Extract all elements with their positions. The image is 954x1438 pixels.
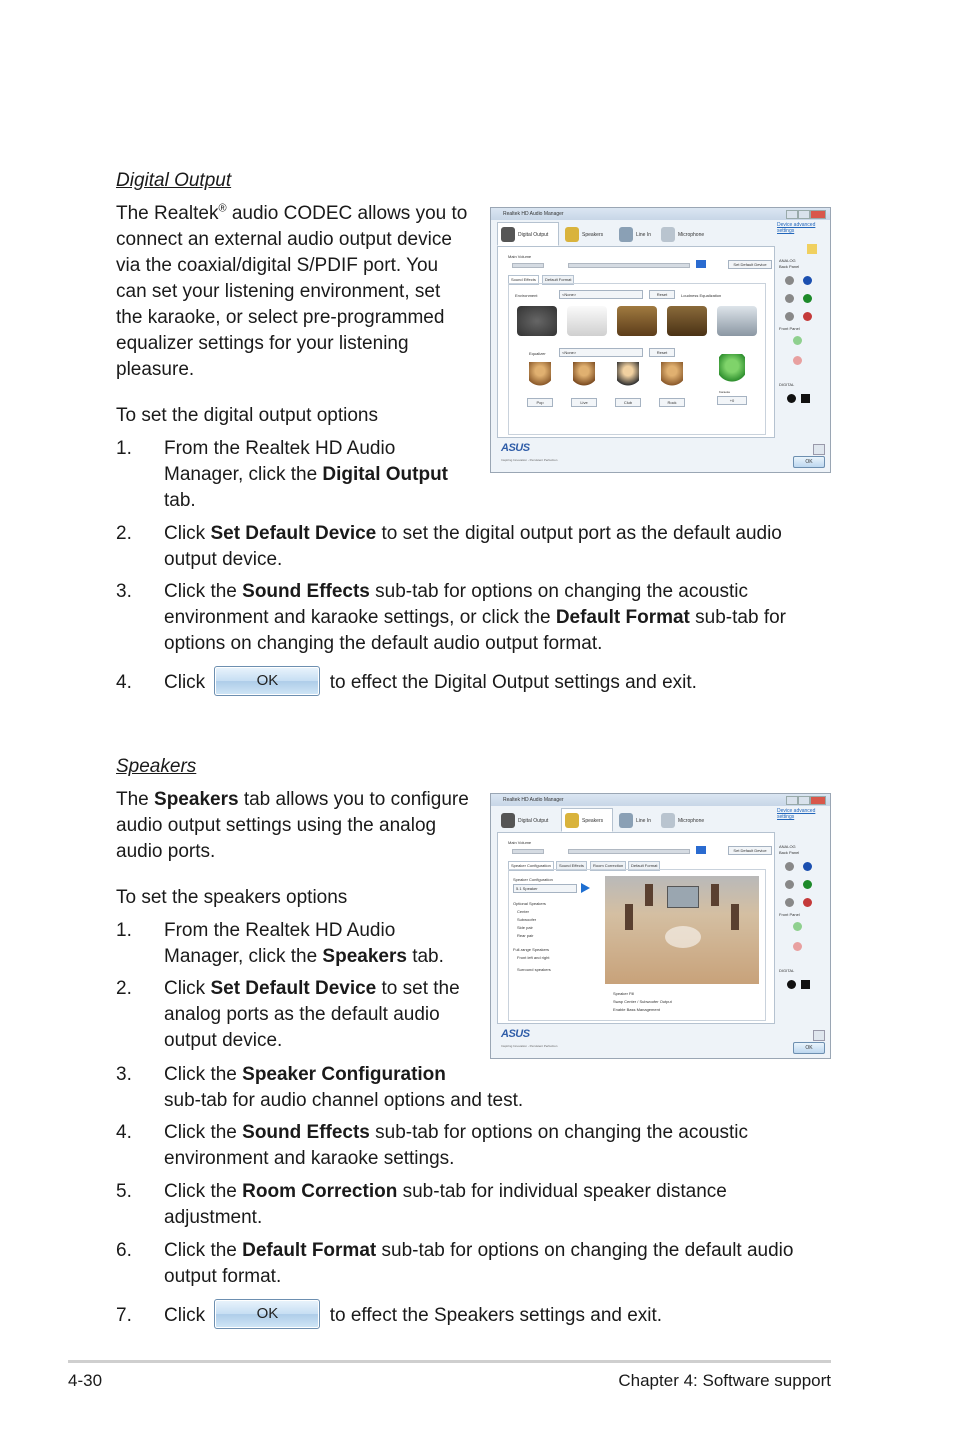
step-text: output device. bbox=[164, 1030, 283, 1051]
environment-opera-icon[interactable] bbox=[717, 306, 757, 336]
step-number: 6. bbox=[116, 1240, 132, 1261]
device-tabs bbox=[497, 222, 775, 246]
full-range-speakers-label: Full-range Speakers bbox=[513, 947, 550, 952]
step-text: From the Realtek HD Audio bbox=[164, 438, 396, 459]
center-checkbox[interactable]: Center bbox=[517, 909, 530, 914]
tab-line-in[interactable]: Line In bbox=[615, 808, 655, 832]
step-text: sub-tab for bbox=[689, 607, 786, 628]
step-text: analog ports as the default audio bbox=[164, 1004, 440, 1025]
step-number: 2. bbox=[116, 523, 132, 544]
tv-icon bbox=[667, 886, 699, 908]
step-text: Click the bbox=[164, 1122, 243, 1143]
mute-icon[interactable] bbox=[696, 846, 706, 854]
optional-speakers-label: Optional Speakers bbox=[513, 901, 546, 906]
digital-output-heading: Digital Output bbox=[116, 170, 232, 191]
jack-front-green-icon[interactable] bbox=[793, 922, 802, 931]
intro-line: audio ports. bbox=[116, 841, 216, 862]
balance-slider[interactable] bbox=[512, 263, 544, 268]
realtek-speakers-screenshot bbox=[490, 793, 831, 1059]
tab-microphone[interactable]: Microphone bbox=[657, 222, 709, 246]
step-text: Manager, click the bbox=[164, 464, 323, 485]
volume-slider[interactable] bbox=[568, 263, 690, 268]
set-default-device-button[interactable]: Set Default Device bbox=[728, 846, 772, 855]
jack-red-icon[interactable] bbox=[803, 312, 812, 321]
step-text: Click the bbox=[164, 1240, 243, 1261]
enable-bass-management-checkbox[interactable]: Enable Bass Management bbox=[613, 1007, 660, 1012]
speaker-configuration-area bbox=[508, 869, 766, 1021]
jack-grey-icon[interactable] bbox=[785, 312, 794, 321]
footer-rule bbox=[68, 1360, 831, 1363]
tab-line-in[interactable]: Line In bbox=[615, 222, 655, 246]
step-bold: Sound Effects bbox=[242, 581, 370, 602]
step-text: output format. bbox=[164, 1266, 282, 1287]
step-bold: Set Default Device bbox=[210, 523, 377, 544]
front-left-right-checkbox[interactable]: Front left and right bbox=[517, 955, 550, 960]
jack-front-green-icon[interactable] bbox=[793, 336, 802, 345]
rear-pair-checkbox[interactable]: Rear pair bbox=[517, 933, 534, 938]
club-figure-icon bbox=[617, 362, 639, 392]
step-text: environment and karaoke settings, or click the bbox=[164, 607, 556, 628]
digital-output-panel bbox=[497, 246, 775, 438]
step-bold: Default Format bbox=[555, 607, 690, 628]
step-bold: Speakers bbox=[322, 946, 407, 967]
close-icon[interactable] bbox=[810, 796, 826, 805]
step-text: tab. bbox=[164, 490, 196, 511]
step-text: to set the digital output port as the default audio bbox=[376, 523, 782, 544]
jack-green-icon[interactable] bbox=[803, 880, 812, 889]
eq-pop-button[interactable]: Pop bbox=[527, 398, 553, 407]
speakers-step-7 bbox=[116, 1301, 832, 1333]
speakers-heading: Speakers bbox=[116, 756, 197, 777]
subtab-sound-effects[interactable]: Sound Effects bbox=[556, 861, 587, 871]
digital-label: DIGITAL bbox=[779, 382, 795, 387]
speaker-icon bbox=[731, 904, 739, 930]
listener-spot-icon bbox=[665, 926, 701, 948]
intro-line: audio output settings using the analog bbox=[116, 815, 437, 836]
step-text: Click bbox=[164, 523, 211, 544]
jack-front-pink-icon[interactable] bbox=[793, 942, 802, 951]
step-bold: Set Default Device bbox=[210, 978, 377, 999]
live-figure-icon bbox=[573, 362, 595, 392]
window-title: Realtek HD Audio Manager bbox=[503, 211, 564, 217]
swap-center-subwoofer-checkbox[interactable]: Swap Center / Subwoofer Output bbox=[613, 999, 672, 1004]
window-ok-button[interactable]: OK bbox=[793, 1042, 825, 1054]
eq-club-button[interactable]: Club bbox=[615, 398, 641, 407]
speaker-fill-checkbox[interactable]: Speaker Fill bbox=[613, 991, 635, 996]
jack-front-pink-icon[interactable] bbox=[793, 356, 802, 365]
environment-stone-icon[interactable] bbox=[517, 306, 557, 336]
intro-line: can set your listening environment, set bbox=[116, 281, 441, 302]
front-panel-label: Front Panel bbox=[779, 326, 800, 331]
asus-tagline: Inspiring Innovation - Persistent Perfection bbox=[501, 458, 558, 462]
step-number: 4. bbox=[116, 1122, 132, 1143]
loudness-equalization-checkbox[interactable]: Loudness Equalization bbox=[681, 293, 722, 298]
step-text: to effect the Digital Output settings and exit. bbox=[329, 672, 697, 694]
analog-label: ANALOG bbox=[779, 258, 796, 263]
maximize-icon[interactable] bbox=[798, 796, 810, 805]
equalizer-label: Equalizer bbox=[529, 351, 546, 356]
speaker-icon bbox=[645, 884, 653, 906]
step-text: environment and karaoke settings. bbox=[164, 1148, 455, 1169]
optical-jack-icon[interactable] bbox=[801, 394, 810, 403]
minimize-icon[interactable] bbox=[786, 796, 798, 805]
main-volume-label: Main Volume bbox=[508, 840, 532, 845]
step-text: to set the bbox=[376, 978, 460, 999]
step-text: to effect the Speakers settings and exit. bbox=[329, 1305, 663, 1327]
window-titlebar bbox=[491, 794, 830, 806]
jack-grey-icon[interactable] bbox=[785, 880, 794, 889]
karaoke-value[interactable]: +0 bbox=[717, 396, 747, 405]
jack-red-icon[interactable] bbox=[803, 898, 812, 907]
environment-arena-icon[interactable] bbox=[667, 306, 707, 336]
intro-line: connect an external audio output device bbox=[116, 229, 452, 250]
environment-room-icon[interactable] bbox=[617, 306, 657, 336]
realtek-digital-output-screenshot bbox=[490, 207, 831, 473]
window-ok-button[interactable]: OK bbox=[793, 456, 825, 468]
equalizer-reset-button[interactable]: Reset bbox=[649, 348, 675, 357]
jack-green-icon[interactable] bbox=[803, 294, 812, 303]
step-text: sub-tab for audio channel options and test. bbox=[164, 1090, 524, 1111]
back-panel-label: Back Panel bbox=[779, 850, 800, 855]
analog-label: ANALOG bbox=[779, 844, 796, 849]
intro-line: via the coaxial/digital S/PDIF port. You bbox=[116, 255, 439, 276]
intro-line: pleasure. bbox=[116, 359, 195, 380]
step-number: 3. bbox=[116, 1064, 132, 1085]
digital-howto: To set the digital output options bbox=[116, 405, 378, 426]
karaoke-icon bbox=[719, 354, 745, 388]
jack-panel bbox=[777, 808, 827, 1028]
step-number: 2. bbox=[116, 978, 132, 999]
step-bold: Speaker Configuration bbox=[242, 1064, 446, 1085]
main-volume-label: Main Volume bbox=[508, 254, 532, 259]
side-pair-checkbox[interactable]: Side pair bbox=[517, 925, 533, 930]
maximize-icon[interactable] bbox=[798, 210, 810, 219]
play-test-icon[interactable] bbox=[581, 883, 590, 893]
window-titlebar bbox=[491, 208, 830, 220]
step-text: Click the bbox=[164, 581, 243, 602]
tab-digital-output[interactable]: Digital Output bbox=[497, 222, 559, 246]
close-icon[interactable] bbox=[810, 210, 826, 219]
pop-figure-icon bbox=[529, 362, 551, 392]
step-text: sub-tab for options on changing the acoustic bbox=[369, 1122, 749, 1143]
asus-tagline: Inspiring Innovation - Persistent Perfection bbox=[501, 1044, 558, 1048]
speaker-configuration-label: Speaker Configuration bbox=[513, 877, 553, 882]
subtab-default-format[interactable]: Default Format bbox=[628, 861, 660, 871]
step-number: 5. bbox=[116, 1181, 132, 1202]
jack-grey-icon[interactable] bbox=[785, 294, 794, 303]
tab-digital-output[interactable]: Digital Output bbox=[497, 808, 559, 832]
equalizer-select[interactable]: <None> bbox=[559, 348, 643, 357]
ok-button[interactable]: OK bbox=[214, 666, 320, 696]
device-advanced-settings-link[interactable]: Device advanced settings bbox=[777, 222, 816, 234]
chapter-title: Chapter 4: Software support bbox=[618, 1371, 831, 1390]
environment-label: Environment bbox=[515, 293, 538, 298]
info-icon[interactable] bbox=[813, 444, 825, 455]
coaxial-jack-icon[interactable] bbox=[787, 980, 796, 989]
speaker-icon bbox=[711, 884, 719, 906]
environment-bathroom-icon[interactable] bbox=[567, 306, 607, 336]
step-bold: Sound Effects bbox=[242, 1122, 370, 1143]
jack-grey-icon[interactable] bbox=[785, 276, 794, 285]
step-text: sub-tab for individual speaker distance bbox=[397, 1181, 727, 1202]
step-number: 4. bbox=[116, 672, 132, 693]
digital-output-intro bbox=[116, 201, 486, 383]
step-text: sub-tab for options on changing the acoustic bbox=[369, 581, 749, 602]
device-tabs bbox=[497, 808, 775, 832]
step-text: Manager, click the bbox=[164, 946, 323, 967]
optical-jack-icon[interactable] bbox=[801, 980, 810, 989]
subtab-sound-effects[interactable]: Sound Effects bbox=[508, 275, 539, 285]
step-text: Click bbox=[164, 672, 206, 694]
speakers-panel bbox=[497, 832, 775, 1024]
minimize-icon[interactable] bbox=[786, 210, 798, 219]
intro-text: The bbox=[116, 789, 155, 810]
step-text: Click the bbox=[164, 1064, 243, 1085]
rock-figure-icon bbox=[661, 362, 683, 392]
front-panel-label: Front Panel bbox=[779, 912, 800, 917]
environment-reset-button[interactable]: Reset bbox=[649, 290, 675, 299]
step-bold: Digital Output bbox=[322, 464, 449, 485]
step-number: 3. bbox=[116, 581, 132, 602]
set-default-device-button[interactable]: Set Default Device bbox=[728, 260, 772, 269]
intro-text: audio CODEC allows you to bbox=[226, 203, 468, 224]
device-advanced-settings-link[interactable]: Device advanced settings bbox=[777, 808, 816, 820]
step-text: output device. bbox=[164, 549, 283, 570]
eq-live-button[interactable]: Live bbox=[571, 398, 597, 407]
intro-text: The Realtek bbox=[116, 203, 219, 224]
intro-text: tab allows you to configure bbox=[238, 789, 469, 810]
karaoke-label: Karaoke bbox=[719, 390, 731, 394]
step-text: sub-tab for options on changing the default audio bbox=[376, 1240, 794, 1261]
subwoofer-checkbox[interactable]: Subwoofer bbox=[517, 917, 537, 922]
surround-speakers-checkbox[interactable]: Surround speakers bbox=[517, 967, 551, 972]
tab-speakers[interactable]: Speakers bbox=[561, 808, 613, 832]
step-text: From the Realtek HD Audio bbox=[164, 920, 396, 941]
step-number: 7. bbox=[116, 1305, 132, 1326]
eq-rock-button[interactable]: Rock bbox=[659, 398, 685, 407]
step-text: adjustment. bbox=[164, 1207, 263, 1228]
speakers-howto: To set the speakers options bbox=[116, 887, 348, 908]
speakers-intro bbox=[116, 787, 486, 865]
intro-bold: Speakers bbox=[154, 789, 239, 810]
tab-speakers[interactable]: Speakers bbox=[561, 222, 613, 246]
window-title: Realtek HD Audio Manager bbox=[503, 797, 564, 803]
step-number: 1. bbox=[116, 920, 132, 941]
speaker-configuration-select[interactable]: 5.1 Speaker bbox=[513, 884, 577, 893]
digital-label: DIGITAL bbox=[779, 968, 795, 973]
step-text: tab. bbox=[406, 946, 444, 967]
jack-blue-icon[interactable] bbox=[803, 862, 812, 871]
tab-microphone[interactable]: Microphone bbox=[657, 808, 709, 832]
room-illustration bbox=[605, 876, 759, 984]
coaxial-jack-icon[interactable] bbox=[787, 394, 796, 403]
jack-grey-icon[interactable] bbox=[785, 898, 794, 907]
mute-icon[interactable] bbox=[696, 260, 706, 268]
step-bold: Default Format bbox=[242, 1240, 377, 1261]
ok-button[interactable]: OK bbox=[214, 1299, 320, 1329]
asus-logo: ASUS bbox=[501, 442, 530, 454]
environment-select[interactable]: <None> bbox=[559, 290, 643, 299]
jack-grey-icon[interactable] bbox=[785, 862, 794, 871]
folder-icon[interactable] bbox=[807, 244, 817, 254]
subtab-room-correction[interactable]: Room Correction bbox=[590, 861, 626, 871]
volume-slider[interactable] bbox=[568, 849, 690, 854]
registered-mark: ® bbox=[218, 202, 227, 215]
step-text: options on changing the default audio output format. bbox=[164, 633, 603, 654]
subtab-speaker-configuration[interactable]: Speaker Configuration bbox=[508, 861, 554, 871]
step-number: 1. bbox=[116, 438, 132, 459]
step-text: Click bbox=[164, 1305, 206, 1327]
step-bold: Room Correction bbox=[242, 1181, 398, 1202]
asus-logo: ASUS bbox=[501, 1028, 530, 1040]
jack-blue-icon[interactable] bbox=[803, 276, 812, 285]
intro-line: equalizer settings for your listening bbox=[116, 333, 409, 354]
step-text: Click bbox=[164, 978, 211, 999]
jack-panel bbox=[777, 222, 827, 442]
step-text: Click the bbox=[164, 1181, 243, 1202]
subtab-default-format[interactable]: Default Format bbox=[542, 275, 574, 285]
speaker-icon bbox=[625, 904, 633, 930]
page-number: 4-30 bbox=[68, 1371, 103, 1390]
digital-step-4 bbox=[116, 668, 832, 700]
balance-slider[interactable] bbox=[512, 849, 544, 854]
info-icon[interactable] bbox=[813, 1030, 825, 1041]
intro-line: the karaoke, or select pre-programmed bbox=[116, 307, 445, 328]
sound-effects-area bbox=[508, 283, 766, 435]
back-panel-label: Back Panel bbox=[779, 264, 800, 269]
